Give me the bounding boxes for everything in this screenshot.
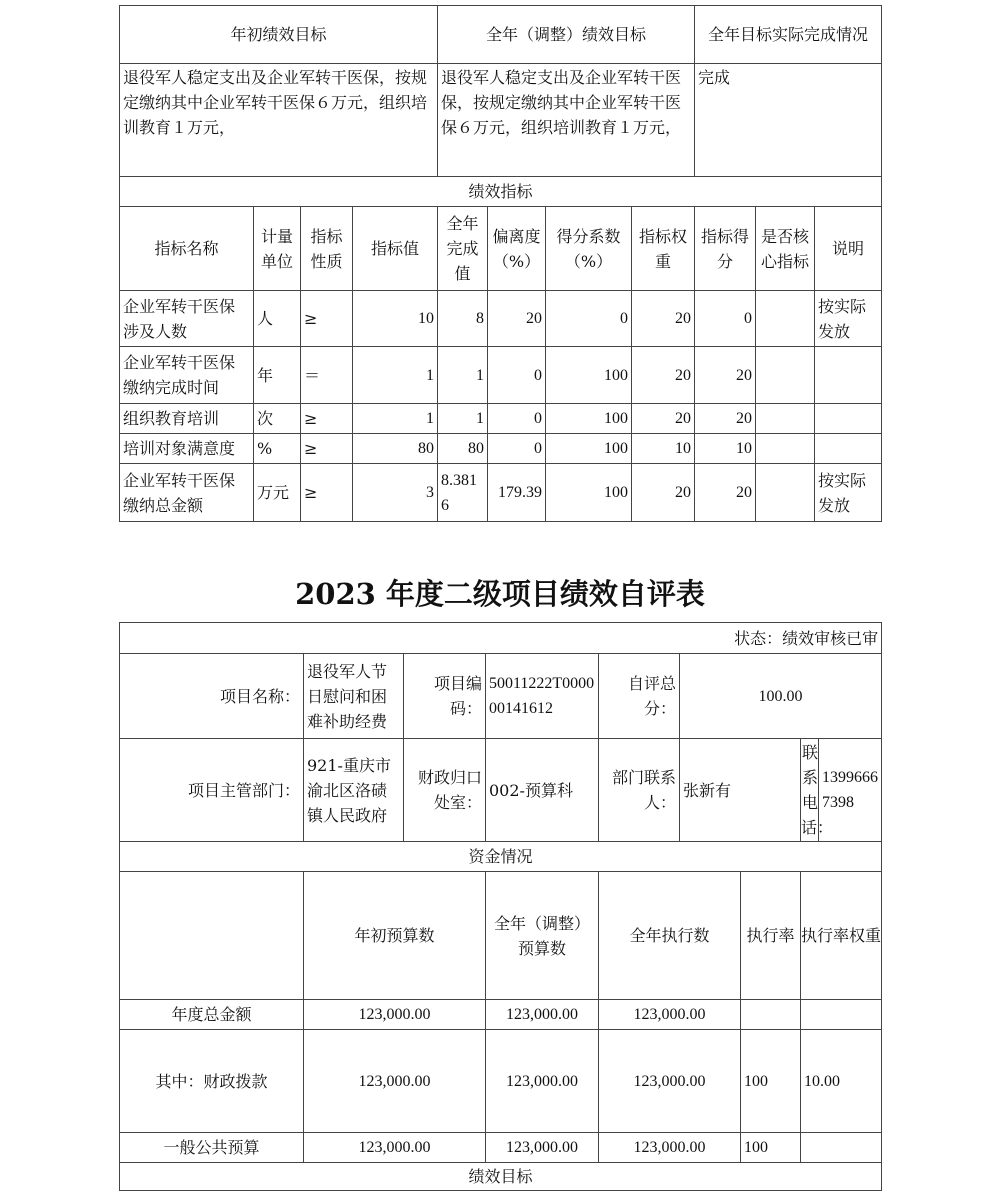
funds-initial: 123,000.00	[304, 1133, 486, 1163]
indicator-nature: ≥	[301, 434, 353, 464]
indicator-nature: ≥	[301, 291, 353, 347]
contact-label: 部门联系人：	[599, 739, 680, 842]
indicator-actual: 1	[438, 347, 488, 404]
funds-row-label: 一般公共预算	[120, 1133, 304, 1163]
col-header-nature: 指标性质	[301, 207, 353, 291]
status-badge: 状态：绩效审核已审	[120, 623, 882, 654]
indicator-nature: ≥	[301, 464, 353, 522]
indicator-nature: ＝	[301, 347, 353, 404]
funds-row-label: 年度总金额	[120, 1000, 304, 1030]
indicator-deviation: 0	[488, 434, 546, 464]
funds-executed: 123,000.00	[599, 1133, 741, 1163]
goal-adjusted-text: 退役军人稳定支出及企业军转干医保，按规定缴纳其中企业军转干医保６万元，组织培训教育１万元，	[438, 64, 695, 177]
section-funds: 资金情况	[120, 842, 882, 872]
indicator-coef: 100	[546, 464, 632, 522]
funds-adjusted: 123,000.00	[486, 1030, 599, 1133]
table-row	[120, 347, 882, 404]
indicator-note	[815, 347, 882, 404]
dept-value: 921-重庆市渝北区洛碛镇人民政府	[304, 739, 404, 842]
dept-label: 项目主管部门：	[120, 739, 304, 842]
indicator-actual: 80	[438, 434, 488, 464]
funds-row-label: 其中：财政拨款	[120, 1030, 304, 1133]
indicator-note	[815, 404, 882, 434]
indicator-score: 10	[695, 434, 756, 464]
project-code-label: 项目编码：	[404, 654, 486, 739]
col-header-note: 说明	[815, 207, 882, 291]
table-row	[120, 1133, 882, 1163]
table-row	[120, 464, 882, 522]
indicator-header-row	[120, 207, 882, 291]
indicator-coef: 100	[546, 404, 632, 434]
funds-executed: 123,000.00	[599, 1000, 741, 1030]
indicator-weight: 20	[632, 404, 695, 434]
indicator-target: 10	[353, 291, 438, 347]
col-header-core: 是否核心指标	[756, 207, 815, 291]
self-score-value: 100.00	[680, 654, 882, 739]
funds-adjusted: 123,000.00	[486, 1133, 599, 1163]
performance-indicator-table	[119, 5, 882, 522]
funds-rate	[741, 1000, 801, 1030]
section-indicators: 绩效指标	[120, 177, 882, 207]
goal-initial-text: 退役军人稳定支出及企业军转干医保，按规定缴纳其中企业军转干医保６万元，组织培训教育１万元，	[120, 64, 438, 177]
indicator-actual: 1	[438, 404, 488, 434]
funds-weight: 10.00	[801, 1030, 882, 1133]
indicator-note	[815, 434, 882, 464]
indicator-unit: 万元	[254, 464, 301, 522]
col-header-deviation: 偏离度（%）	[488, 207, 546, 291]
indicator-target: 1	[353, 347, 438, 404]
contact-value: 张新有	[680, 739, 801, 842]
indicator-actual: 8.3816	[438, 464, 488, 522]
indicator-score: 20	[695, 347, 756, 404]
funds-initial: 123,000.00	[304, 1000, 486, 1030]
indicator-deviation: 0	[488, 347, 546, 404]
col-header-rate-weight: 执行率权重	[801, 872, 882, 1000]
indicator-name: 企业军转干医保涉及人数	[120, 291, 254, 347]
indicator-note: 按实际发放	[815, 291, 882, 347]
indicator-note: 按实际发放	[815, 464, 882, 522]
indicator-target: 80	[353, 434, 438, 464]
col-header-actual: 全年完成值	[438, 207, 488, 291]
col-header-adjusted-budget: 全年（调整）预算数	[486, 872, 599, 1000]
indicator-weight: 20	[632, 347, 695, 404]
goal-actual-text: 完成	[695, 64, 882, 177]
indicator-core	[756, 404, 815, 434]
header-goal-adjusted: 全年（调整）绩效目标	[438, 6, 695, 64]
project-self-evaluation-table	[119, 622, 882, 1191]
finance-label: 财政归口处室：	[404, 739, 486, 842]
table-row	[120, 1000, 882, 1030]
table-row	[120, 1030, 882, 1133]
indicator-deviation: 179.39	[488, 464, 546, 522]
funds-rate: 100	[741, 1030, 801, 1133]
funds-corner	[120, 872, 304, 1000]
indicator-unit: 年	[254, 347, 301, 404]
col-header-unit: 计量单位	[254, 207, 301, 291]
funds-rate: 100	[741, 1133, 801, 1163]
indicator-unit: 人	[254, 291, 301, 347]
funds-header-row	[120, 872, 882, 1000]
table-row	[120, 291, 882, 347]
table-row	[120, 434, 882, 464]
funds-executed: 123,000.00	[599, 1030, 741, 1133]
col-header-initial-budget: 年初预算数	[304, 872, 486, 1000]
indicator-weight: 20	[632, 291, 695, 347]
project-name-value: 退役军人节日慰问和困难补助经费	[304, 654, 404, 739]
indicator-target: 1	[353, 404, 438, 434]
indicator-core	[756, 434, 815, 464]
funds-weight	[801, 1000, 882, 1030]
col-header-weight: 指标权重	[632, 207, 695, 291]
table-row	[120, 404, 882, 434]
funds-weight	[801, 1133, 882, 1163]
indicator-deviation: 0	[488, 404, 546, 434]
indicator-unit: %	[254, 434, 301, 464]
funds-initial: 123,000.00	[304, 1030, 486, 1133]
indicator-nature: ≥	[301, 404, 353, 434]
col-header-executed: 全年执行数	[599, 872, 741, 1000]
indicator-core	[756, 464, 815, 522]
section-goals: 绩效目标	[120, 1163, 882, 1191]
indicator-deviation: 20	[488, 291, 546, 347]
self-score-label: 自评总分：	[599, 654, 680, 739]
col-header-name: 指标名称	[120, 207, 254, 291]
project-code-value: 50011222T000000141612	[486, 654, 599, 739]
indicator-weight: 10	[632, 434, 695, 464]
indicator-name: 企业军转干医保缴纳总金额	[120, 464, 254, 522]
indicator-core	[756, 347, 815, 404]
indicator-name: 企业军转干医保缴纳完成时间	[120, 347, 254, 404]
indicator-score: 20	[695, 404, 756, 434]
col-header-coef: 得分系数（%）	[546, 207, 632, 291]
finance-value: 002-预算科	[486, 739, 599, 842]
phone-label: 联系电话：	[801, 739, 819, 842]
header-goal-actual: 全年目标实际完成情况	[695, 6, 882, 64]
indicator-score: 20	[695, 464, 756, 522]
indicator-target: 3	[353, 464, 438, 522]
indicator-actual: 8	[438, 291, 488, 347]
indicator-weight: 20	[632, 464, 695, 522]
indicator-name: 组织教育培训	[120, 404, 254, 434]
page-title: 2023 年度二级项目绩效自评表	[295, 577, 705, 611]
col-header-target: 指标值	[353, 207, 438, 291]
col-header-rate: 执行率	[741, 872, 801, 1000]
indicator-unit: 次	[254, 404, 301, 434]
col-header-score: 指标得分	[695, 207, 756, 291]
indicator-score: 0	[695, 291, 756, 347]
indicator-name: 培训对象满意度	[120, 434, 254, 464]
indicator-coef: 100	[546, 347, 632, 404]
indicator-core	[756, 291, 815, 347]
project-name-label: 项目名称：	[120, 654, 304, 739]
header-goal-initial: 年初绩效目标	[120, 6, 438, 64]
indicator-coef: 0	[546, 291, 632, 347]
funds-adjusted: 123,000.00	[486, 1000, 599, 1030]
indicator-coef: 100	[546, 434, 632, 464]
phone-value: 13996667398	[819, 739, 882, 842]
